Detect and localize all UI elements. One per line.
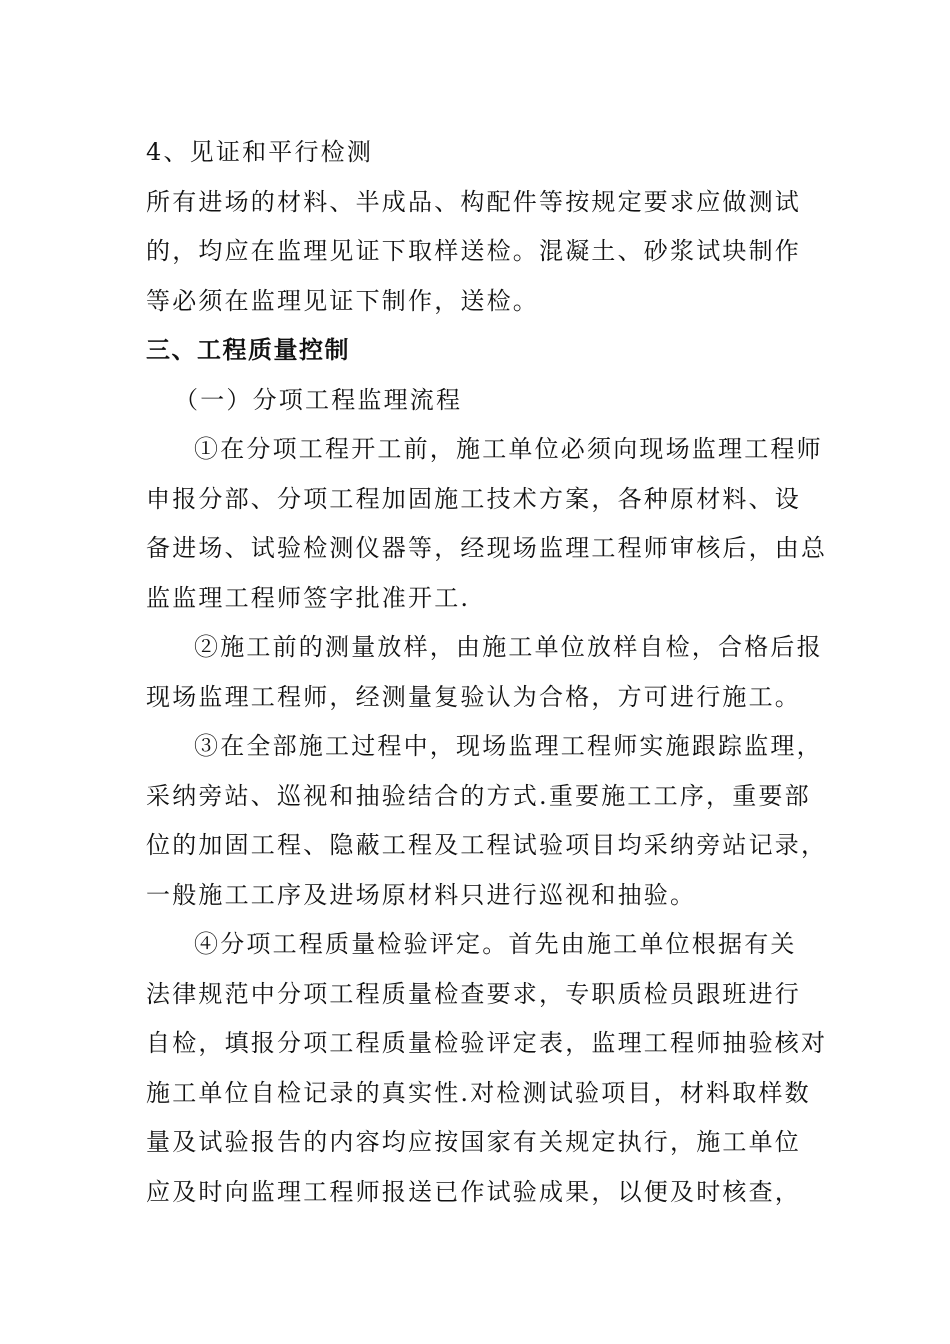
subsection-heading-witness-testing: 4、见证和平行检测 [146, 138, 374, 166]
paragraph-line: 现场监理工程师，经测量复验认为合格，方可进行施工。 [146, 682, 801, 711]
paragraph-line: 备进场、试验检测仪器等，经现场监理工程师审核后，由总 [146, 534, 828, 562]
paragraph-line: 采纳旁站、巡视和抽验结合的方式.重要施工工序，重要部 [146, 781, 811, 810]
paragraph-line: ①在分项工程开工前，施工单位必须向现场监理工程师 [194, 435, 823, 463]
paragraph-line: 一般施工工序及进场原材料只进行巡视和抽验。 [146, 880, 697, 909]
paragraph-line: 监监理工程师签字批准开工. [146, 583, 471, 612]
paragraph-line: ③在全部施工过程中，现场监理工程师实施跟踪监理， [194, 732, 823, 760]
paragraph-line: 法律规范中分项工程质量检查要求，专职质检员跟班进行 [146, 979, 801, 1008]
paragraph-line: 申报分部、分项工程加固施工技术方案，各种原材料、设 [146, 484, 801, 513]
paragraph-line: 施工单位自检记录的真实性.对检测试验项目，材料取样数 [146, 1078, 811, 1107]
section-heading-quality-control: 三、工程质量控制 [146, 336, 350, 364]
paragraph-line: 所有进场的材料、半成品、构配件等按规定要求应做测试 [146, 187, 801, 216]
document-body [146, 128, 826, 1217]
paragraph-line: ④分项工程质量检验评定。首先由施工单位根据有关 [194, 930, 797, 958]
paragraph-line: 应及时向监理工程师报送已作试验成果，以便及时核查， [146, 1177, 801, 1206]
paragraph-line: ②施工前的测量放样，由施工单位放样自检，合格后报 [194, 633, 823, 661]
paragraph-line: 的，均应在监理见证下取样送检。混凝土、砂浆试块制作 [146, 237, 801, 265]
paragraph-line: 自检，填报分项工程质量检验评定表，监理工程师抽验核对 [146, 1029, 828, 1057]
subsection-heading-supervision-flow: （一）分项工程监理流程 [174, 385, 463, 414]
paragraph-line: 等必须在监理见证下制作，送检。 [146, 286, 539, 315]
paragraph-line: 量及试验报告的内容均应按国家有关规定执行，施工单位 [146, 1128, 801, 1156]
paragraph-line: 位的加固工程、隐蔽工程及工程试验项目均采纳旁站记录， [146, 831, 828, 859]
